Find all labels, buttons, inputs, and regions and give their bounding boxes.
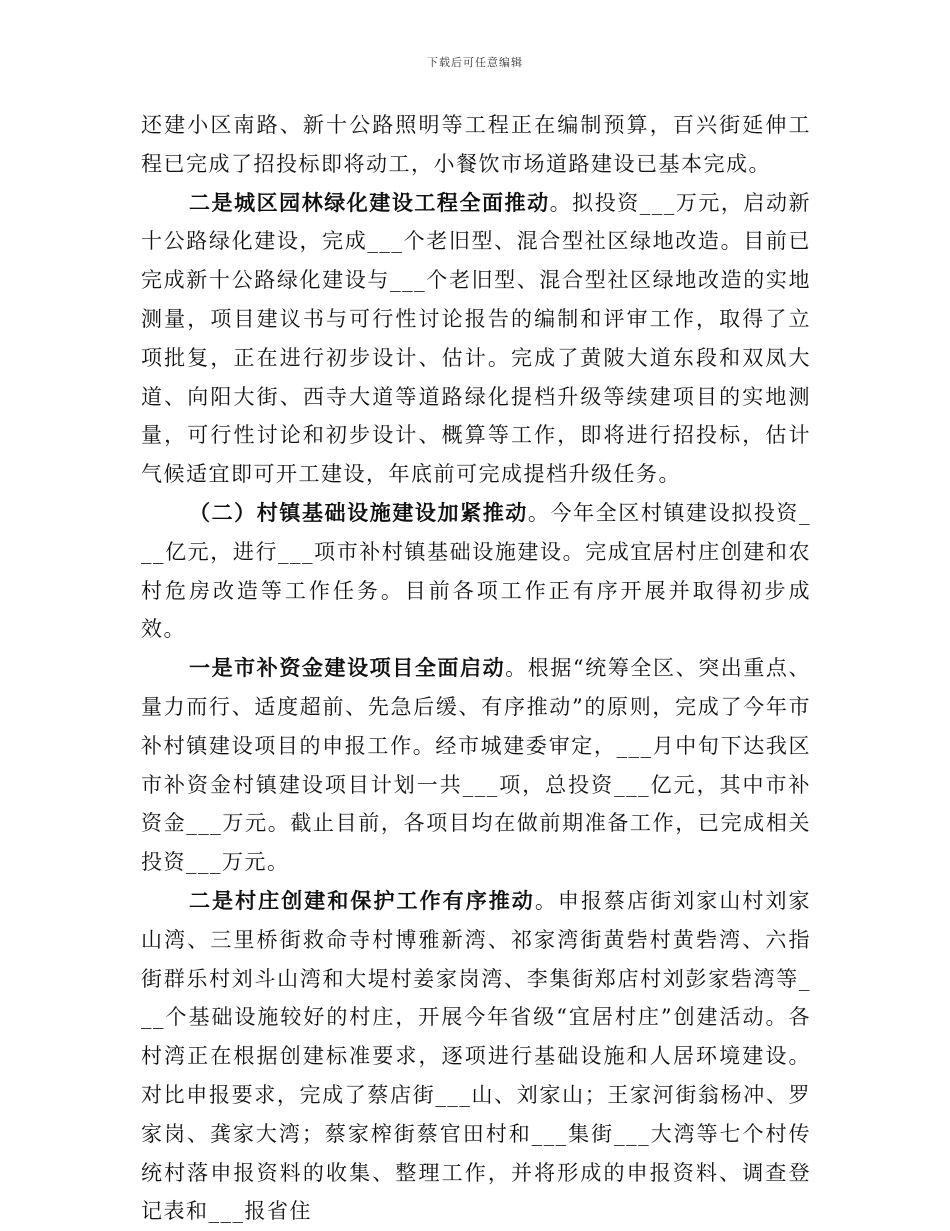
paragraph-4 (141, 649, 811, 882)
paragraph-5-text: 。申报蔡店街刘家山村刘家山湾、三里桥街救命寺村博雅新湾、祁家湾街黄砦村黄砦湾、六指街群乐村刘斗山湾和大堤村姜家岗湾、李集街郑店村刘彭家砦湾等___个基础设施较好的村庄，开展今年省级“宜居村庄”创建活动。各村湾正在根据创建标准要求，逐项进行基础设施和人居环境建设。对比申报要求，完成了蔡店街___山、刘家山；王家河街翁杨冲、罗家岗、龚家大湾；蔡家榨街蔡官田村和___集街___大湾等七个村传统村落申报资料的收集、整理工作，并将形成的申报资料、调查登记表和___报省住 (141, 888, 812, 1224)
paragraph-3 (141, 494, 811, 649)
document-body (141, 106, 811, 1231)
paragraph-1-text: 还建小区南路、新十公路照明等工程正在编制预算，百兴街延伸工程已完成了招投标即将动工，小餐饮市场道路建设已基本完成。 (141, 113, 811, 176)
paragraph-5 (141, 882, 811, 1231)
paragraph-3-text: 。今年全区村镇建设拟投资___亿元，进行___项市补村镇基础设施建设。完成宜居村庄创建和农村危房改造等工作任务。目前各项工作正有序开展并取得初步成效。 (141, 500, 812, 642)
page-header: 下载后可任意编辑 (427, 56, 523, 69)
paragraph-5-heading: 二是村庄创建和保护工作有序推动 (189, 887, 535, 913)
paragraph-1 (141, 106, 811, 184)
paragraph-4-heading: 一是市补资金建设项目全面启动 (189, 655, 506, 681)
paragraph-4-text: 。根据“统筹全区、突出重点、量力而行、适度超前、先急后缓、有序推动”的原则，完成了今年市补村镇建设项目的申报工作。经市城建委审定，___月中旬下达我区市补资金村镇建设项目计划一共___项，总投资___亿元，其中市补资金___万元。截止目前，各项目均在做前期准备工作，已完成相关投资___万元。 (141, 656, 811, 875)
paragraph-2 (141, 184, 811, 494)
paragraph-3-heading: （二）村镇基础设施建设加紧推动 (189, 499, 528, 525)
paragraph-2-heading: 二是城区园林绿化建设工程全面推动 (189, 189, 550, 215)
paragraph-2-text: 。拟投资___万元，启动新十公路绿化建设，完成___个老旧型、混合型社区绿地改造。目前已完成新十公路绿化建设与___个老旧型、混合型社区绿地改造的实地测量，项目建议书与可行性讨论报告的编制和评审工作，取得了立项批复，正在进行初步设计、估计。完成了黄陂大道东段和双凤大道、向阳大街、西寺大道等道路绿化提档升级等续建项目的实地测量，可行性讨论和初步设计、概算等工作，即将进行招投标，估计气候适宜即可开工建设，年底前可完成提档升级任务。 (141, 190, 812, 487)
